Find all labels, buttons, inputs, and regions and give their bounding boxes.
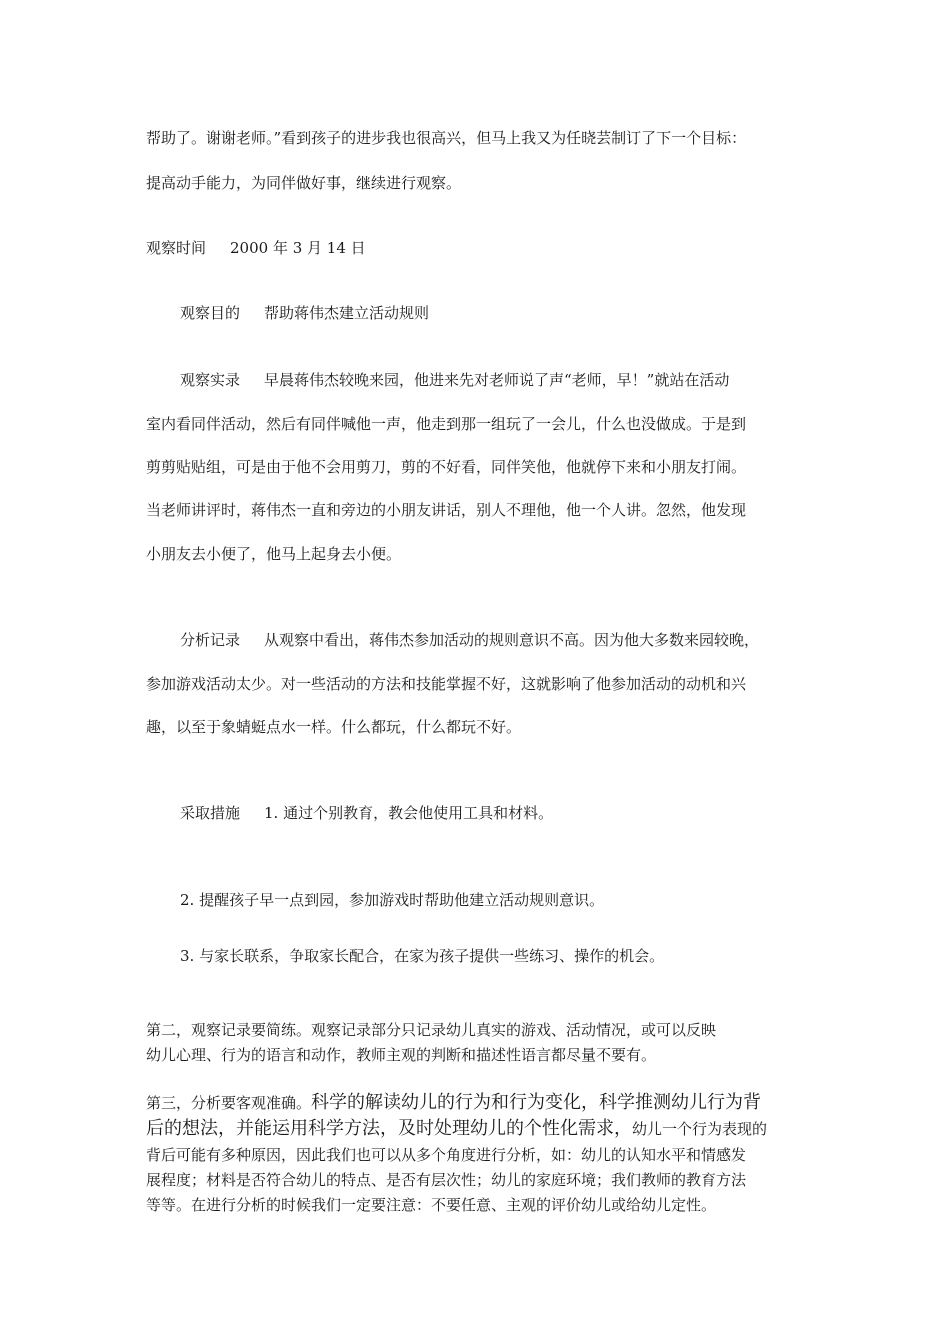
measure-item-1: 1. 通过个别教育，教会他使用工具和材料。 (264, 804, 554, 822)
analysis-line-3: 趣，以至于象蜻蜓点水一样。什么都玩，什么都玩不好。 (146, 718, 522, 736)
third-point-line-4: 展程度；材料是否符合幼儿的特点、是否有层次性；幼儿的家庭环境；我们教师的教育方法 (146, 1171, 747, 1189)
observation-goal-value: 帮助蒋伟杰建立活动规则 (264, 304, 430, 322)
measures-line-1 (180, 803, 816, 823)
second-point-line-1: 第二，观察记录要简练。观察记录部分只记录幼儿真实的游戏、活动情况，或可以反映 (146, 1021, 717, 1039)
observation-record-line-4: 当老师讲评时，蒋伟杰一直和旁边的小朋友讲话，别人不理他，他一个人讲。忽然，他发现 (146, 501, 747, 519)
third-point-line-1 (146, 1093, 816, 1113)
third-point-line-5: 等等。在进行分析的时候我们一定要注意：不要任意、主观的评价幼儿或给幼儿定性。 (146, 1196, 717, 1214)
measure-item-3: 3. 与家长联系，争取家长配合，在家为孩子提供一些练习、操作的机会。 (180, 947, 665, 965)
observation-time (146, 238, 816, 258)
third-point-line-3: 背后可能有多种原因，因此我们也可以从多个角度进行分析，如：幼儿的认知水平和情感发 (146, 1146, 747, 1164)
observation-record-line-5: 小朋友去小便了，他马上起身去小便。 (146, 545, 402, 563)
observation-goal (180, 303, 816, 323)
analysis-text-1: 从观察中看出，蒋伟杰参加活动的规则意识不高。因为他大多数来园较晚， (264, 631, 760, 649)
analysis-line-1 (180, 630, 816, 650)
third-point-emphasis-2: 后的想法，并能运用科学方法，及时处理幼儿的个性化需求， (146, 1118, 632, 1139)
observation-record-line-1 (180, 370, 816, 390)
measures-label: 采取措施 (180, 804, 241, 822)
observation-goal-label: 观察目的 (180, 304, 241, 322)
observation-record-line-3: 剪剪贴贴组，可是由于他不会用剪刀，剪的不好看，同伴笑他，他就停下来和小朋友打闹。 (146, 458, 747, 476)
intro-line-1: 帮助了。谢谢老师。”看到孩子的进步我也很高兴，但马上我又为任晓芸制订了下一个目标： (146, 129, 747, 147)
observation-record-text-1: 早晨蒋伟杰较晚来园，他进来先对老师说了声“老师，早！”就站在活动 (264, 371, 730, 389)
third-point-line-2 (146, 1119, 816, 1139)
analysis-line-2: 参加游戏活动太少。对一些活动的方法和技能掌握不好，这就影响了他参加活动的动机和兴 (146, 675, 747, 693)
third-point-heading: 第三，分析要客观准确。 (146, 1094, 312, 1112)
analysis-label: 分析记录 (180, 631, 241, 649)
observation-record-line-2: 室内看同伴活动，然后有同伴喊他一声，他走到那一组玩了一会儿，什么也没做成。于是到 (146, 415, 747, 433)
observation-time-value: 2000 年 3 月 14 日 (230, 239, 366, 257)
second-point-line-2: 幼儿心理、行为的语言和动作，教师主观的判断和描述性语言都尽量不要有。 (146, 1046, 657, 1064)
observation-time-label: 观察时间 (146, 239, 207, 257)
third-point-text-2: 幼儿一个行为表现的 (632, 1120, 768, 1138)
third-point-emphasis-1: 科学的解读幼儿的行为和行为变化，科学推测幼儿行为背 (311, 1092, 762, 1113)
observation-record-label: 观察实录 (180, 371, 241, 389)
intro-line-2: 提高动手能力，为同伴做好事，继续进行观察。 (146, 174, 462, 192)
measure-item-2: 2. 提醒孩子早一点到园，参加游戏时帮助他建立活动规则意识。 (180, 891, 605, 909)
